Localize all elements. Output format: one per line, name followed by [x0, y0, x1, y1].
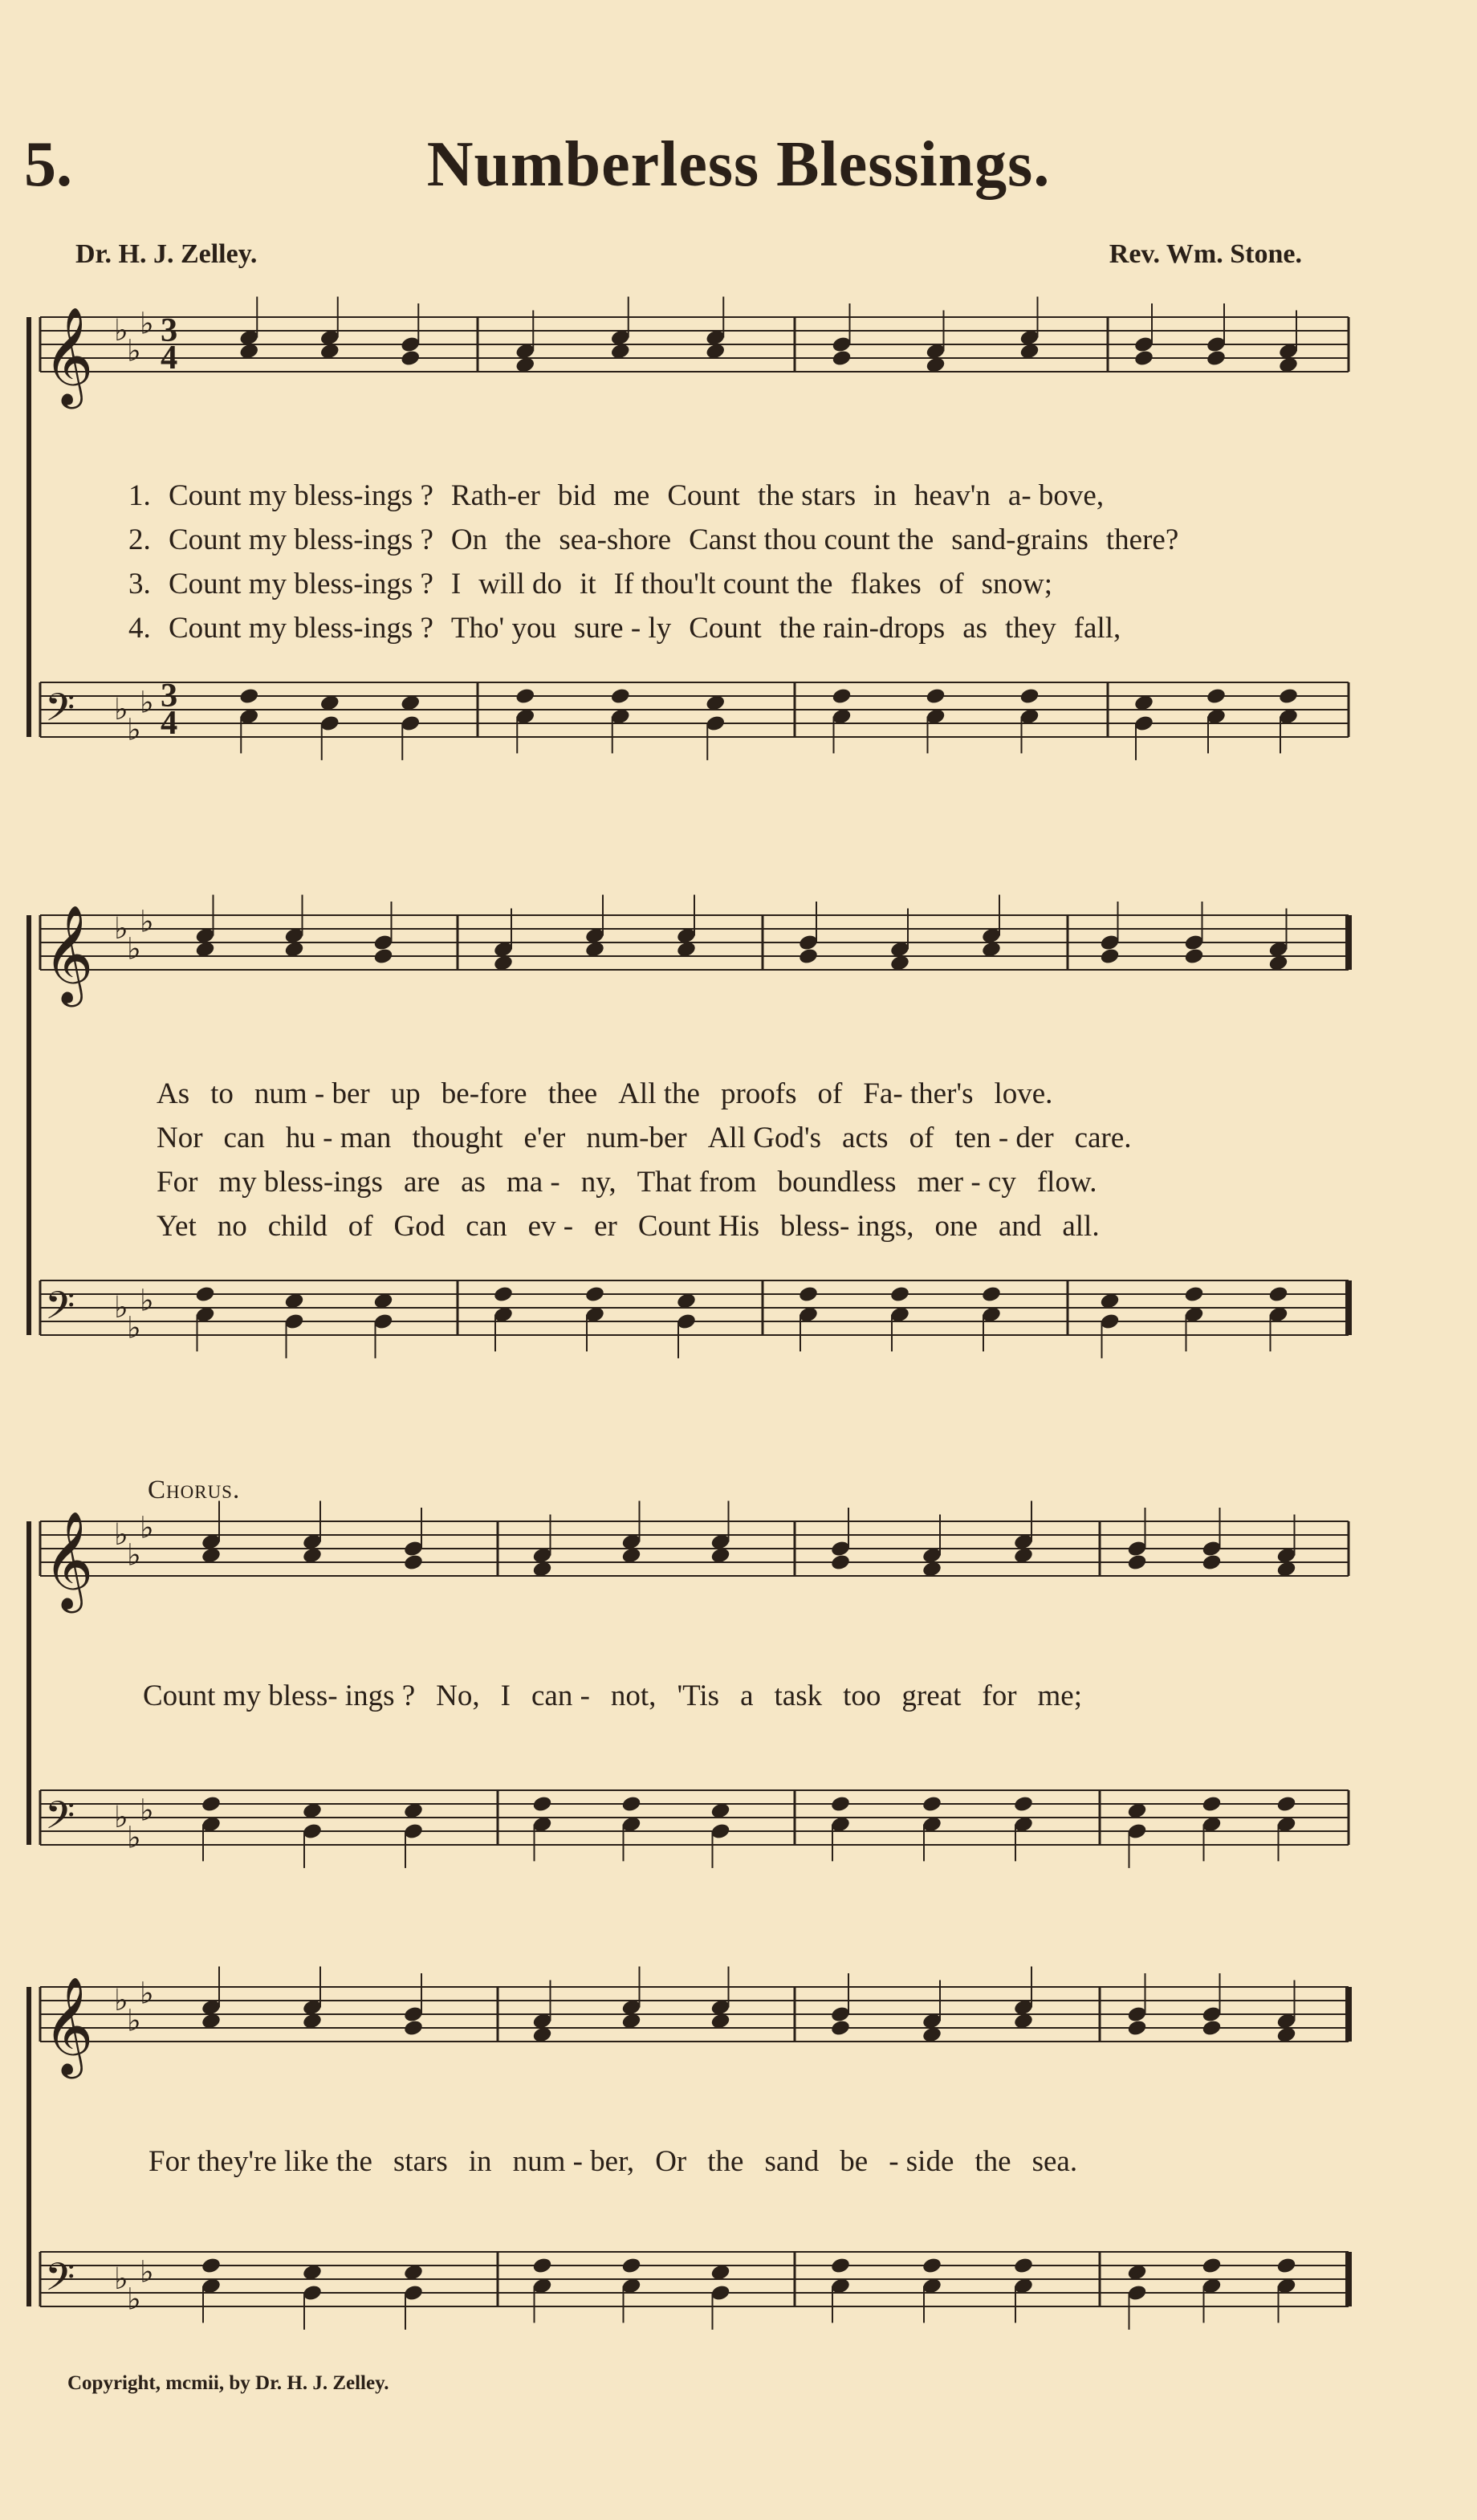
lyric-word: and	[998, 1210, 1042, 1243]
note-head	[1201, 2019, 1222, 2038]
flat-icon: ♭	[140, 1509, 154, 1545]
lyric-word: as	[461, 1166, 486, 1199]
lyric-word: Count my bless- ings ?	[143, 1679, 416, 1712]
treble-staff	[40, 1987, 1349, 2042]
lyric-word: Or	[655, 2145, 687, 2178]
lyric-word: Count my bless-ings ?	[169, 612, 433, 645]
verse-line	[157, 1160, 1153, 1204]
treble-clef-icon: 𝄞	[43, 904, 94, 1003]
lyric-word: in	[468, 2145, 492, 2178]
lyric-word: I	[450, 568, 462, 600]
treble-clef-icon: 𝄞	[43, 1510, 94, 1609]
lyric-word: thee	[547, 1077, 598, 1110]
lyric-word: bless- ings,	[779, 1210, 914, 1243]
note-head	[493, 1285, 514, 1304]
lyric-word: the rain-drops	[779, 612, 946, 645]
lyric-word: Fa- ther's	[863, 1077, 974, 1110]
verse-line	[157, 1116, 1153, 1160]
lyric-word: Nor	[157, 1122, 203, 1154]
lyric-word: Count	[689, 612, 762, 645]
lyric-word: proofs	[720, 1077, 797, 1110]
treble-clef-icon: 𝄞	[43, 306, 94, 405]
lyric-word: sea.	[1031, 2145, 1078, 2178]
lyric-word: my bless-ings	[218, 1166, 383, 1199]
bass-staff	[40, 1790, 1349, 1845]
lyric-word: e'er	[523, 1122, 566, 1154]
flat-icon: ♭	[114, 1289, 128, 1325]
note-head	[194, 1285, 215, 1304]
lyric-word: As	[157, 1077, 190, 1110]
flat-icon: ♭	[140, 684, 154, 720]
lyric-word: Count my bless-ings ?	[169, 568, 433, 600]
lyric-word: ny,	[580, 1166, 616, 1199]
note-head	[515, 687, 535, 706]
note-head	[1201, 2257, 1222, 2275]
lyric-word: can	[466, 1210, 507, 1243]
lyric-word: the stars	[757, 479, 856, 512]
note-head	[400, 349, 421, 368]
lyric-word: That from	[637, 1166, 757, 1199]
lyric-word: all.	[1062, 1210, 1100, 1243]
note-head	[830, 1553, 851, 1572]
lyric-word: to	[210, 1077, 234, 1110]
lyric-word: up	[390, 1077, 421, 1110]
flat-icon: ♭	[140, 2253, 154, 2290]
note-head	[1019, 687, 1040, 706]
lyric-word: be-fore	[441, 1077, 527, 1110]
lyric-word: the	[707, 2145, 744, 2178]
note-head	[831, 349, 852, 368]
lyric-word: num - ber,	[512, 2145, 635, 2178]
lyric-word: Tho' you	[450, 612, 556, 645]
verse-number: 1.	[128, 479, 151, 512]
lyric-word: for	[982, 1679, 1017, 1712]
lyric-word: Rath-er	[450, 479, 540, 512]
lyric-word: stars	[393, 2145, 448, 2178]
note-head	[1099, 947, 1120, 966]
lyric-word: num - ber	[254, 1077, 370, 1110]
lyric-word: ma -	[506, 1166, 560, 1199]
lyric-word: me	[613, 479, 650, 512]
note-head	[1276, 1795, 1296, 1814]
lyric-word: sea-shore	[559, 523, 672, 556]
lyric-word: On	[450, 523, 488, 556]
lyric-word: sure - ly	[573, 612, 672, 645]
note-head	[1183, 1285, 1204, 1304]
verse-number: 2.	[128, 523, 151, 556]
lyric-word: there?	[1105, 523, 1179, 556]
lyric-word: not,	[610, 1679, 657, 1712]
hymn-title: Numberless Blessings.	[426, 129, 1051, 200]
time-signature-digit: 3	[161, 311, 178, 349]
note-head	[1126, 1553, 1147, 1572]
flat-icon: ♭	[140, 1792, 154, 1828]
lyric-word: sand	[764, 2145, 820, 2178]
lyric-word: thought	[412, 1122, 503, 1154]
lyric-word: hu - man	[285, 1122, 392, 1154]
author-credit: Dr. H. J. Zelley.	[75, 239, 258, 269]
lyric-word: in	[873, 479, 897, 512]
hymn-number: 5.	[24, 129, 72, 200]
flat-icon: ♭	[127, 1819, 141, 1855]
lyric-word: I	[500, 1679, 511, 1712]
flat-icon: ♭	[114, 910, 128, 946]
lyric-word: care.	[1074, 1122, 1132, 1154]
note-head	[1276, 2257, 1296, 2275]
note-head	[584, 1285, 605, 1304]
flat-icon: ♭	[114, 1799, 128, 1834]
flat-icon: ♭	[140, 1282, 154, 1318]
note-head	[1278, 687, 1299, 706]
note-head	[830, 2257, 851, 2275]
lyric-word: flakes	[850, 568, 922, 600]
bass-staff	[40, 682, 1349, 737]
lyric-word: too	[843, 1679, 881, 1712]
lyric-word: as	[962, 612, 988, 645]
note-head	[621, 2257, 641, 2275]
treble-clef-icon: 𝄞	[43, 1976, 94, 2074]
flat-icon: ♭	[127, 1309, 141, 1345]
note-head	[798, 1285, 819, 1304]
chorus-line	[149, 2139, 1098, 2184]
lyric-word: me;	[1037, 1679, 1083, 1712]
lyric-word: love.	[994, 1077, 1053, 1110]
flat-icon: ♭	[114, 1516, 128, 1552]
note-head	[531, 2257, 552, 2275]
lyric-word: no	[217, 1210, 247, 1243]
flat-icon: ♭	[127, 332, 141, 368]
note-head	[610, 687, 631, 706]
flat-icon: ♭	[140, 305, 154, 341]
chorus-line	[143, 1674, 1103, 1718]
lyric-word: mer - cy	[917, 1166, 1016, 1199]
treble-staff	[40, 1521, 1349, 1576]
flat-icon: ♭	[127, 1537, 141, 1573]
verse-number: 3.	[128, 568, 151, 600]
lyric-word: Count	[667, 479, 740, 512]
lyric-word: child	[267, 1210, 328, 1243]
time-signature-digit: 4	[161, 704, 178, 742]
note-head	[372, 947, 393, 966]
note-head	[1267, 1285, 1288, 1304]
bass-clef-icon: 𝄢	[45, 1283, 75, 1337]
lyric-word: Count my bless-ings ?	[169, 479, 433, 512]
note-head	[830, 2019, 851, 2038]
lyric-word: of	[909, 1122, 934, 1154]
note-head	[798, 947, 819, 966]
lyric-word: of	[348, 1210, 373, 1243]
note-head	[1133, 349, 1154, 368]
note-head	[922, 1795, 942, 1814]
lyric-word: God	[393, 1210, 446, 1243]
flat-icon: ♭	[140, 903, 154, 939]
verse-lyrics	[128, 474, 1196, 650]
flat-icon: ♭	[114, 312, 128, 348]
verse-line	[157, 1204, 1153, 1248]
lyric-word: er	[594, 1210, 617, 1243]
verse-line	[157, 1072, 1153, 1116]
lyric-word: they	[1005, 612, 1056, 645]
note-head	[1206, 687, 1227, 706]
lyric-word: For they're like the	[149, 2145, 372, 2178]
system-1	[24, 305, 1361, 815]
lyric-word: can	[223, 1122, 265, 1154]
bass-staff	[40, 2252, 1349, 2306]
note-head	[1183, 947, 1204, 966]
system-2	[24, 903, 1361, 1413]
lyric-word: task	[774, 1679, 823, 1712]
verse-number: 4.	[128, 612, 151, 645]
bass-clef-icon: 𝄢	[45, 685, 75, 739]
lyric-word: heav'n	[913, 479, 991, 512]
flat-icon: ♭	[114, 1982, 128, 2017]
verse-line	[128, 562, 1196, 606]
verse-lyrics-continued	[157, 1072, 1153, 1248]
note-head	[621, 1795, 641, 1814]
lyric-word: a	[740, 1679, 754, 1712]
flat-icon: ♭	[140, 1975, 154, 2011]
flat-icon: ♭	[127, 711, 141, 747]
composer-credit: Rev. Wm. Stone.	[1109, 239, 1302, 269]
lyric-word: - side	[889, 2145, 954, 2178]
lyric-word: Count my bless-ings ?	[169, 523, 433, 556]
lyric-word: For	[157, 1166, 198, 1199]
note-head	[981, 1285, 1002, 1304]
bass-clef-icon: 𝄢	[45, 1793, 75, 1847]
note-head	[1013, 2257, 1034, 2275]
verse-line	[128, 474, 1196, 518]
note-head	[889, 1285, 910, 1304]
note-head	[403, 1553, 424, 1572]
lyric-word: Yet	[157, 1210, 197, 1243]
note-head	[831, 687, 852, 706]
lyric-word: great	[901, 1679, 962, 1712]
system-3-chorus	[24, 1509, 1361, 1899]
lyric-word: Count His	[637, 1210, 759, 1243]
verse-line	[128, 518, 1196, 562]
lyric-word: a- bove,	[1007, 479, 1105, 512]
lyric-word: No,	[436, 1679, 480, 1712]
note-head	[925, 687, 946, 706]
note-head	[830, 1795, 851, 1814]
lyric-word: sand-grains	[951, 523, 1088, 556]
note-head	[531, 1795, 552, 1814]
lyric-word: can -	[531, 1679, 590, 1712]
note-head	[1201, 1553, 1222, 1572]
lyric-word: will do	[478, 568, 563, 600]
note-head	[403, 2019, 424, 2038]
flat-icon: ♭	[127, 2281, 141, 2317]
lyric-word: Canst thou count the	[689, 523, 934, 556]
chorus-label: Chorus.	[148, 1476, 241, 1504]
lyric-word: it	[580, 568, 596, 600]
chorus-lyrics-1	[143, 1674, 1103, 1718]
note-head	[1201, 1795, 1222, 1814]
note-head	[1126, 2019, 1147, 2038]
copyright-notice: Copyright, mcmii, by Dr. H. J. Zelley.	[67, 2372, 389, 2394]
lyric-word: All God's	[707, 1122, 822, 1154]
flat-icon: ♭	[127, 2002, 141, 2038]
note-head	[238, 687, 259, 706]
lyric-word: acts	[842, 1122, 889, 1154]
verse-line	[128, 606, 1196, 650]
flat-icon: ♭	[114, 2261, 128, 2296]
note-head	[201, 1795, 222, 1814]
time-signature-digit: 4	[161, 339, 178, 377]
lyric-word: are	[403, 1166, 441, 1199]
lyric-word: fall,	[1073, 612, 1121, 645]
flat-icon: ♭	[114, 691, 128, 727]
lyric-word: 'Tis	[677, 1679, 720, 1712]
lyric-word: of	[817, 1077, 843, 1110]
lyric-word: num-ber	[586, 1122, 687, 1154]
lyric-word: boundless	[777, 1166, 897, 1199]
note-head	[922, 2257, 942, 2275]
lyric-word: of	[938, 568, 964, 600]
lyric-word: the	[505, 523, 542, 556]
lyric-word: If thou'lt count the	[613, 568, 833, 600]
lyric-word: bid	[557, 479, 596, 512]
flat-icon: ♭	[127, 930, 141, 967]
note-head	[201, 2257, 222, 2275]
lyric-word: ev -	[527, 1210, 574, 1243]
lyric-word: flow.	[1036, 1166, 1097, 1199]
note-head	[1206, 349, 1227, 368]
lyric-word: be	[840, 2145, 869, 2178]
chorus-lyrics-2	[149, 2139, 1098, 2184]
lyric-word: the	[974, 2145, 1011, 2178]
lyric-word: ten - der	[954, 1122, 1054, 1154]
bass-clef-icon: 𝄢	[45, 2254, 75, 2309]
lyric-word: All the	[618, 1077, 700, 1110]
lyric-word: one	[934, 1210, 978, 1243]
lyric-word: snow;	[981, 568, 1053, 600]
system-4-chorus	[24, 1975, 1361, 2356]
time-signature-digit: 3	[161, 677, 178, 714]
note-head	[1013, 1795, 1034, 1814]
bass-staff	[40, 1280, 1349, 1335]
